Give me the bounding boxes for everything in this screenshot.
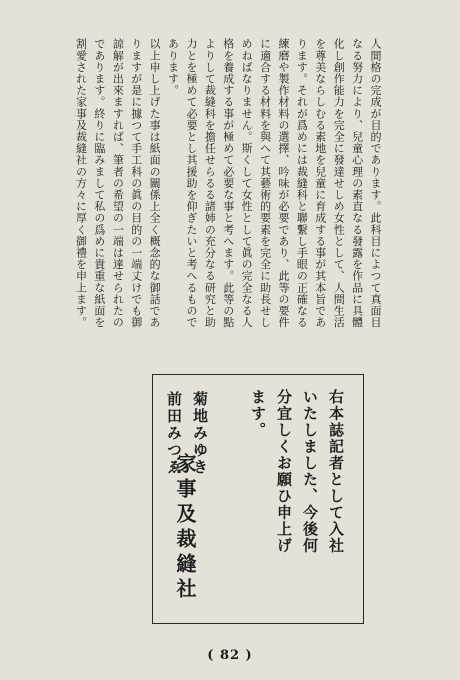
staff-notice-box [152,374,364,624]
notice-text: 右本誌記者として入社いたしました、今後何分宜しくお願ひ申上げます。 [249,389,345,554]
article-paragraph-1: 人間格の完成が目的であります。此科目によつて真面目なる努力により、兒童心理の素直なる發露を作品に具體化し創作能力を完全に發達せしめ女性として、人間生活を尊美ならしむる素地を兒童に育成する事が其本旨であります。それが爲めには裁縫科と聯繫し手眼の正確なる練磨や製作材料の選擇、吟味が必要であり、此等の要件に適合する材料を與へて其藝術的要素を完全に助長せしめねばなりません。斯くして女性として眞の完全なる人格を養成する事が極めて必要な事と考へます。此等の點よりして裁縫科を擔任せらるる諸姉の充分なる研究と助力とを極めて必要とし其援助を仰ぎたいと考へるものであります。 [166,38,382,328]
company-name: 家事及裁縫社 [173,453,197,603]
staff-name-1: 菊地みゆき [191,391,209,476]
article-body [74,38,384,338]
staff-name-2: 前田みつゑ [165,391,183,476]
article-paragraph-2: 以上申し上げた事は紙面の關係上全く概念的な御話でありますが是に據つて手工科の眞の目的の一端丈けでも御諒解が出來ますれば、筆者の希望の一端は達せられたのであります。終りに臨みまして私の爲めに貴重な紙面を割愛された家事及裁縫社の方々に厚く御禮を申上ます。 [74,38,162,328]
page-number: ( 82 ) [207,648,253,663]
